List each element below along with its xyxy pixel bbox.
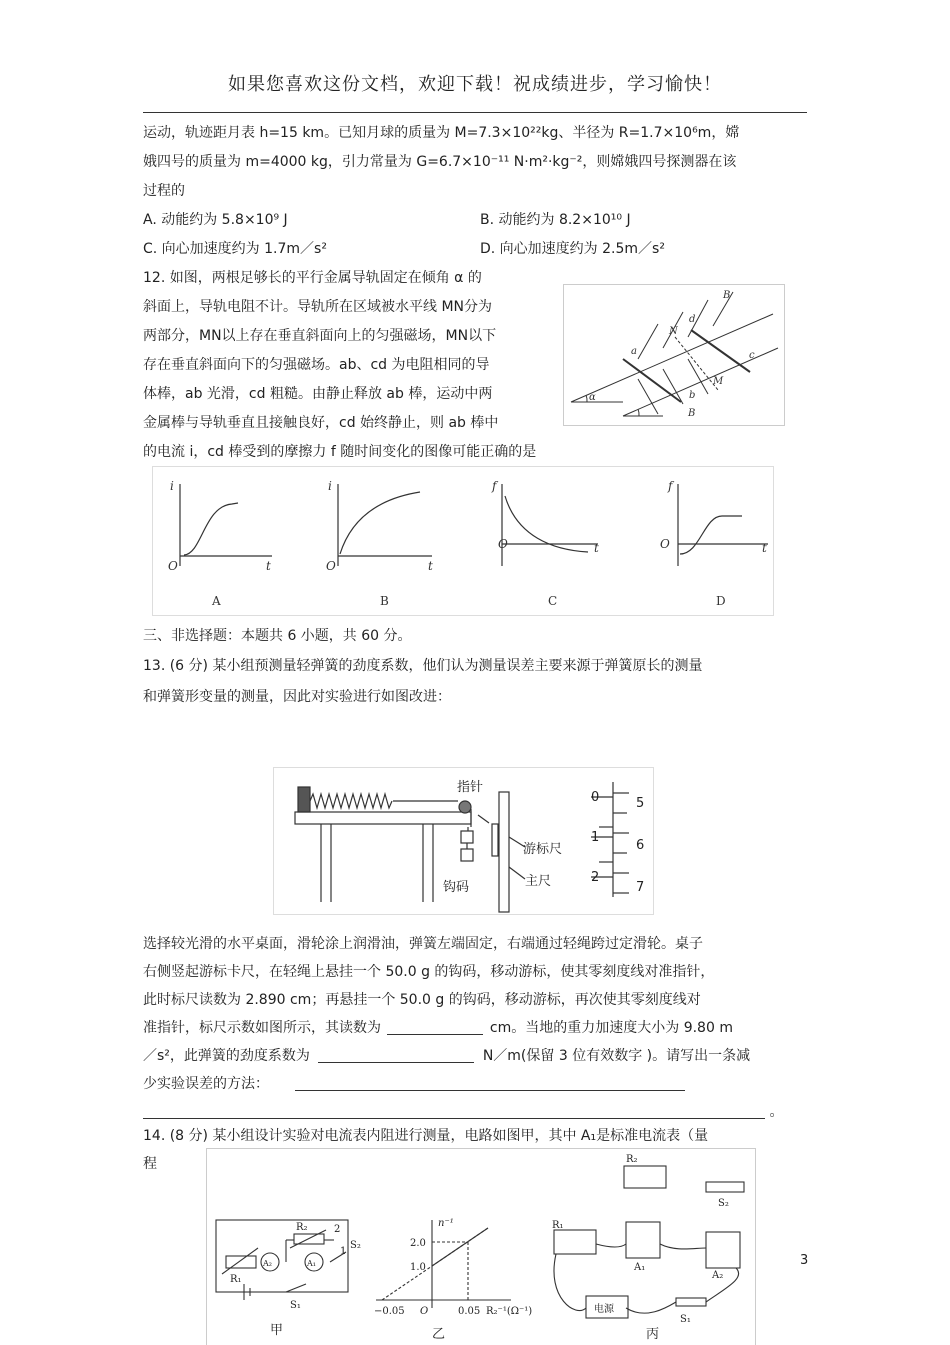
q14-figures — [206, 1148, 756, 1345]
q11-option-d: D. 向心加速度约为 2.5m／s² — [480, 241, 665, 257]
label-M: M — [713, 376, 724, 387]
label-main-scale: 主尺 — [525, 874, 552, 889]
q14-line1: 14. (8 分) 某小组设计实验对电流表内阻进行测量，电路如图甲，其中 A₁是标准电流表（量 — [143, 1128, 709, 1144]
q13-para1: 选择较光滑的水平桌面，滑轮涂上润滑油，弹簧左端固定，右端通过轻绳跨过定滑轮。桌子 — [143, 936, 703, 952]
graph-c-origin: O — [498, 537, 508, 551]
label-vernier: 游标尺 — [523, 842, 563, 857]
yi-origin: O — [420, 1306, 429, 1317]
yi-xneg: −0.05 — [374, 1306, 405, 1317]
graph-b-yaxis: i — [328, 479, 332, 493]
section3-heading: 三、非选择题：本题共 6 小题，共 60 分。 — [143, 628, 412, 644]
label-weight: 钩码 — [443, 880, 470, 895]
bing-A2: A₂ — [712, 1270, 724, 1281]
graph-d-label: D — [716, 594, 726, 608]
q12-line5: 体棒，ab 光滑，cd 粗糙。由静止释放 ab 棒，运动中两 — [143, 386, 493, 402]
q12-line2: 斜面上，导轨电阻不计。导轨所在区域被水平线 MN分为 — [143, 299, 493, 315]
jia-sw1: 1 — [340, 1246, 347, 1257]
q13-apparatus-figure — [273, 767, 654, 915]
q13-para6 — [143, 1075, 685, 1093]
yi-y1: 1.0 — [410, 1262, 426, 1273]
jia-S2: S₂ — [350, 1240, 361, 1251]
q13-para4-start: 准指针，标尺示数如图所示，其读数为 — [143, 1020, 381, 1036]
graph-b-label: B — [380, 594, 389, 608]
scale-left-2: 2 — [591, 870, 600, 885]
q13-para7 — [143, 1103, 783, 1121]
q13-para6-start: 少实验误差的方法： — [143, 1076, 269, 1092]
q13-method-blank-2[interactable] — [143, 1104, 765, 1119]
graph-c-yaxis: f — [492, 479, 497, 493]
scale-left-1: 1 — [591, 830, 600, 845]
fig-bing-label: 丙 — [646, 1327, 660, 1342]
q11-line3: 过程的 — [143, 183, 185, 199]
q13-line1: 13. (6 分) 某小组预测量轻弹簧的劲度系数，他们认为测量误差主要来源于弹簧原长的测量 — [143, 658, 703, 674]
q13-para5 — [143, 1047, 750, 1065]
graph-a-yaxis: i — [170, 479, 174, 493]
jia-S1: S₁ — [290, 1300, 301, 1311]
graph-b-origin: O — [326, 559, 336, 573]
q13-para7-end: 。 — [769, 1104, 784, 1120]
fig-yi-label: 乙 — [432, 1327, 446, 1342]
graph-a-origin: O — [168, 559, 178, 573]
q13-para3: 此时标尺读数为 2.890 cm；再悬挂一个 50.0 g 的钩码，移动游标，再次使其零刻度线对 — [143, 992, 701, 1008]
graph-a-label: A — [212, 594, 221, 608]
q12-line4: 存在垂直斜面向下的匀强磁场。ab、cd 为电阻相同的导 — [143, 357, 490, 373]
label-a: a — [631, 346, 637, 357]
jia-R2: R₂ — [296, 1222, 308, 1233]
q11-option-a: A. 动能约为 5.8×10⁹ J — [143, 212, 288, 228]
scale-right-7: 7 — [636, 880, 645, 895]
yi-y-label: n⁻¹ — [438, 1218, 454, 1229]
q13-method-blank[interactable] — [295, 1076, 685, 1091]
bing-R1: R₁ — [552, 1220, 564, 1231]
graph-d-origin: O — [660, 537, 670, 551]
q11-option-c: C. 向心加速度约为 1.7m／s² — [143, 241, 327, 257]
jia-A2: A₂ — [263, 1259, 272, 1268]
scale-right-5: 5 — [636, 796, 645, 811]
jia-A1: A₁ — [307, 1259, 316, 1268]
q12-incline-figure — [563, 284, 785, 426]
label-pointer: 指针 — [457, 780, 484, 795]
yi-x-label: R₂⁻¹(Ω⁻¹) — [486, 1306, 533, 1317]
q14-line2: 程 — [143, 1156, 157, 1172]
bing-R2: R₂ — [626, 1154, 638, 1165]
yi-y2: 2.0 — [410, 1238, 426, 1249]
jia-R1: R₁ — [230, 1274, 242, 1285]
q11-line2: 娥四号的质量为 m=4000 kg，引力常量为 G=6.7×10⁻¹¹ N·m²·kg⁻²，则嫦娥四号探测器在该 — [143, 154, 737, 170]
q13-para4-end: cm。当地的重力加速度大小为 9.80 m — [489, 1020, 733, 1036]
bing-power: 电源 — [594, 1304, 614, 1315]
bing-A1: A₁ — [634, 1262, 646, 1273]
graph-b-xaxis: t — [428, 559, 433, 573]
scale-left-0: 0 — [591, 790, 600, 805]
q13-para5-end: N／m(保留 3 位有效数字 )。请写出一条减 — [482, 1048, 751, 1064]
fig-jia-label: 甲 — [270, 1323, 284, 1338]
bing-S1: S₁ — [680, 1314, 691, 1325]
label-b: b — [689, 390, 696, 401]
yi-xpos: 0.05 — [458, 1306, 481, 1317]
graph-a-xaxis: t — [266, 559, 271, 573]
scale-right-6: 6 — [636, 838, 645, 853]
q13-para4 — [143, 1019, 733, 1037]
header-rule — [143, 112, 807, 113]
q12-line6: 金属棒与导轨垂直且接触良好，cd 始终静止，则 ab 棒中 — [143, 415, 499, 431]
q12-line1: 12. 如图，两根足够长的平行金属导轨固定在倾角 α 的 — [143, 270, 482, 286]
label-d: d — [689, 314, 696, 325]
jia-sw2: 2 — [334, 1224, 341, 1235]
page-header: 如果您喜欢这份文档，欢迎下载！祝成绩进步，学习愉快！ — [228, 74, 722, 95]
q12-line3: 两部分，MN以上存在垂直斜面向上的匀强磁场，MN以下 — [143, 328, 497, 344]
q13-para5-start: ／s²，此弹簧的劲度系数为 — [143, 1048, 310, 1064]
q11-option-b: B. 动能约为 8.2×10¹⁰ J — [480, 212, 631, 228]
graph-c-label: C — [548, 594, 558, 608]
q13-para2: 右侧竖起游标卡尺，在轻绳上悬挂一个 50.0 g 的钩码，移动游标，使其零刻度线对准指针， — [143, 964, 715, 980]
label-B-bottom: B — [688, 408, 696, 419]
graph-d-xaxis: t — [762, 541, 767, 555]
label-alpha: α — [589, 392, 596, 403]
bing-S2: S₂ — [718, 1198, 729, 1209]
q12-graphs — [152, 466, 774, 616]
q11-line1: 运动，轨迹距月表 h=15 km。已知月球的质量为 M=7.3×10²²kg、半径为 R=1.7×10⁶m，嫦 — [143, 125, 740, 141]
q13-line2: 和弹簧形变量的测量，因此对实验进行如图改进： — [143, 689, 451, 705]
q12-line7: 的电流 i，cd 棒受到的摩擦力 f 随时间变化的图像可能正确的是 — [143, 444, 537, 460]
label-c: c — [749, 350, 755, 361]
q13-reading-blank[interactable] — [387, 1020, 483, 1035]
q13-stiffness-blank[interactable] — [318, 1048, 474, 1063]
graph-c-xaxis: t — [594, 541, 599, 555]
label-N: N — [669, 326, 678, 337]
page-number: 3 — [800, 1253, 809, 1268]
graph-d-yaxis: f — [668, 479, 673, 493]
label-B-top: B — [723, 290, 731, 301]
